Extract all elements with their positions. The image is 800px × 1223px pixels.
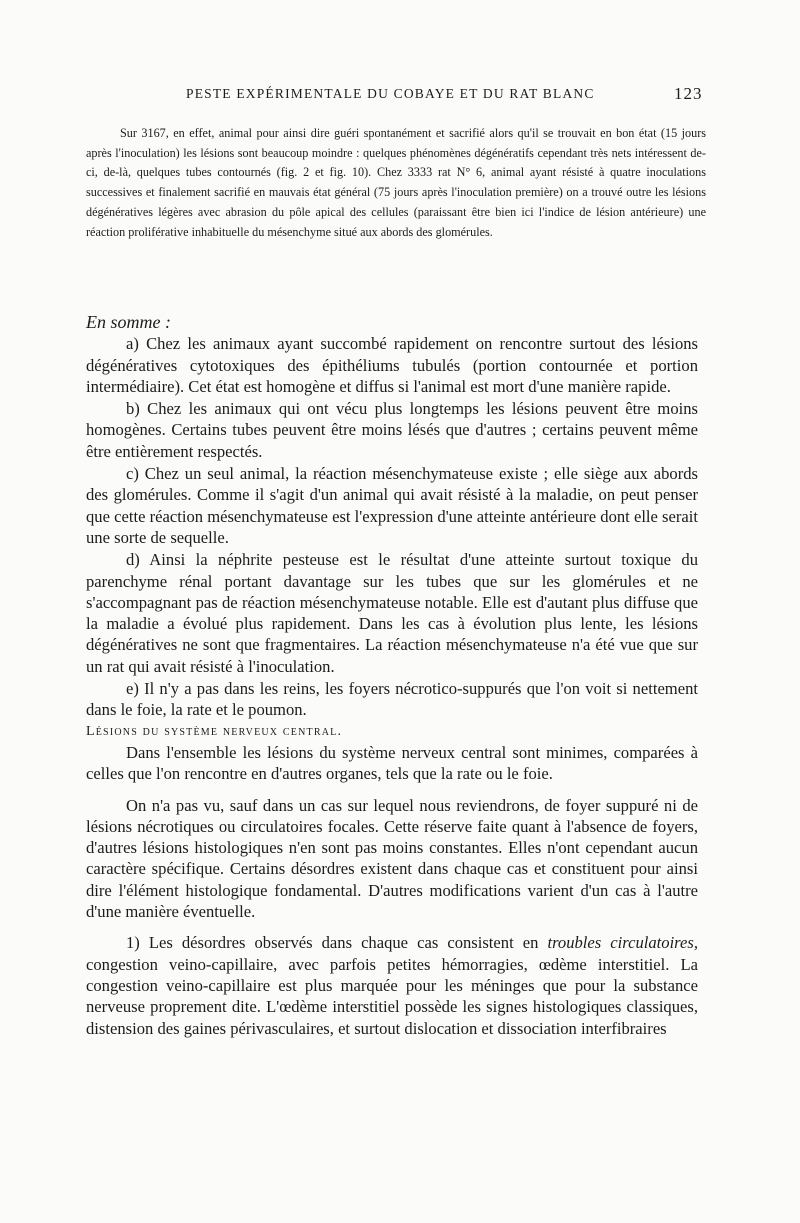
- main-text: [86, 312, 698, 1039]
- summary-item-e: e) Il n'y a pas dans les reins, les foyers nécrotico-suppurés que l'on voit si nettement dans le foie, la rate et le poumon.: [86, 679, 698, 720]
- section-paragraph-3: [86, 932, 698, 1038]
- section-heading: Lésions du système nerveux central.: [86, 723, 343, 739]
- small-print-paragraph: Sur 3167, en effet, animal pour ainsi dire guéri spontanément et sacrifié alors qu'il se trouvait en bon état (15 jours après l'inoculation) les lésions sont beaucoup moindre : quelques phénomènes dégénératifs cependant très nets intéressent de-ci, de-là, quelques tubes contournés (fig. 2 et fig. 10). Chez 3333 rat N° 6, animal ayant résisté à quatre inoculations successives et finalement sacrifié en mauvais état général (75 jours après l'inoculation première) on a trouvé outre les lésions dégénératives légères avec abrasion du pôle apical des cellules (paraissant être bien ici l'indice de lésion antérieure) une réaction proliférative inhabituelle du mésenchyme situé aux abords des glomérules.: [86, 126, 706, 239]
- section-paragraph-3-end: congestion veino-capillaire, avec parfois petites hémorragies, œdème interstitiel. La congestion veino-capillaire est plus marquée pour les méninges que pour la substance nerveuse proprement dite. L'œdème interstitiel possède les signes histologiques classiques, distension des gaines périvasculaires, et surtout dislocation et dissociation interfibraires: [86, 954, 698, 1038]
- summary-heading: En somme :: [86, 312, 171, 332]
- section-paragraph-1: Dans l'ensemble les lésions du système nerveux central sont minimes, comparées à celles que l'on rencontre en d'autres organes, tels que la rate ou le foie.: [86, 742, 698, 784]
- summary-item-a: a) Chez les animaux ayant succombé rapidement on rencontre surtout des lésions dégénératives cytotoxiques des épithéliums tubulés (portion contournée et portion intermédiaire). Cet état est homogène et diffus si l'animal est mort d'une manière rapide.: [86, 334, 698, 396]
- summary-item-d: d) Ainsi la néphrite pesteuse est le résultat d'une atteinte surtout toxique du parenchyme rénal portant davantage sur les tubes que sur les glomérules et ne s'accompagnant pas de réaction mésenchymateuse notable. Elle est d'autant plus diffuse que la maladie a évolué plus rapidement. Dans les cas à évolution plus lente, les lésions dégénératives ne sont que fragmentaires. La réaction mésenchymateuse n'a été vue que sur un rat qui avait résisté à l'inoculation.: [86, 550, 698, 676]
- page-number: 123: [674, 84, 703, 103]
- section-paragraph-3-start: 1) Les désordres observés dans chaque cas consistent en: [126, 933, 539, 953]
- summary-item-c: c) Chez un seul animal, la réaction mésenchymateuse existe ; elle siège aux abords des glomérules. Comme il s'agit d'un animal qui avait résisté à la maladie, on peut penser que cette réaction mésenchymateuse est l'expression d'une atteinte antérieure dont elle serait une sorte de sequelle.: [86, 464, 698, 547]
- section-paragraph-3-emphasis: troubles circulatoires,: [547, 933, 698, 953]
- small-print-paragraph-block: [86, 124, 706, 242]
- running-title: PESTE EXPÉRIMENTALE DU COBAYE ET DU RAT BLANC: [186, 86, 595, 101]
- summary-item-b: b) Chez les animaux qui ont vécu plus longtemps les lésions peuvent être moins homogènes. Certains tubes peuvent être moins lésés que d'autres ; certains peuvent même être entièrement respectés.: [86, 399, 698, 461]
- section-paragraph-2: On n'a pas vu, sauf dans un cas sur lequel nous reviendrons, de foyer suppuré ni de lésions nécrotiques ou circulatoires focales. Cette réserve faite quant à l'absence de foyers, d'autres lésions histologiques n'en sont pas moins constantes. Elles n'ont cependant aucun caractère spécifique. Certains désordres existent dans chaque cas et constituent pour ainsi dire l'élément histologique fondamental. D'autres modifications varient d'un cas à l'autre d'une manière éventuelle.: [86, 795, 698, 922]
